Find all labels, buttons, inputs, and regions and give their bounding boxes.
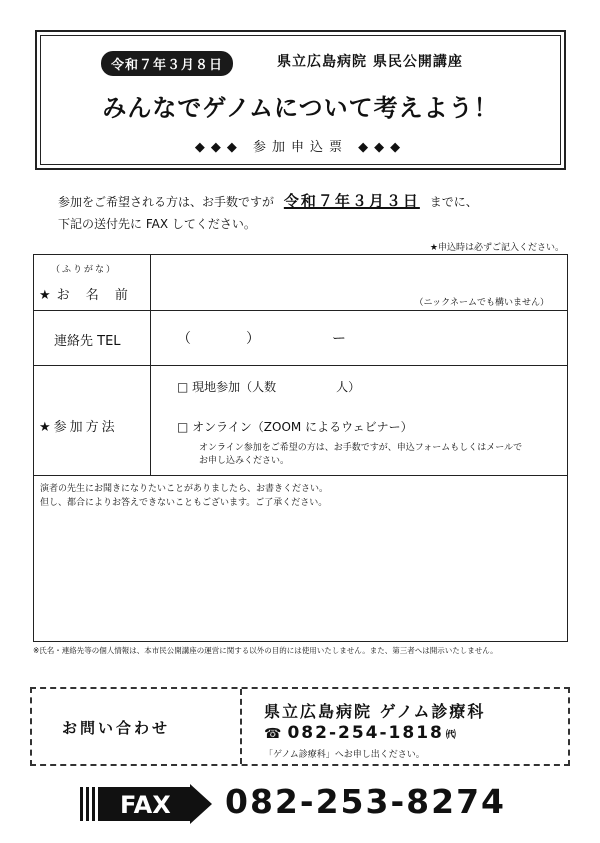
header-inner-border	[40, 35, 561, 165]
fax-stripe-3	[92, 787, 95, 821]
onsite-option-label: □ 現地参加（人数	[177, 380, 277, 394]
questions-line-2: 但し、都合によりお答えできないこともございます。ご了承ください。	[40, 498, 328, 508]
contact-divider	[240, 689, 242, 764]
tel-row	[34, 311, 567, 366]
contact-note: 「ゲノム診療科」へお申し出ください。	[264, 750, 425, 760]
contact-box	[30, 687, 570, 766]
questions-line-1: 演者の先生にお聞きになりたいことがありましたら、お書きください。	[40, 484, 329, 494]
online-option[interactable]: □ オンライン（ZOOM によるウェビナー）	[177, 420, 413, 434]
required-note: ★申込時は必ずご記入ください。	[429, 243, 564, 253]
nickname-note: （ニックネームでも構いません）	[414, 298, 549, 308]
tel-label-cell	[34, 311, 151, 365]
contact-org: 県立広島病院 ゲノム診療科	[264, 702, 486, 721]
deadline-date: 令和７年３月３日	[283, 192, 420, 210]
event-date-badge: 令和７年３月８日	[101, 51, 233, 76]
method-label: ★参加方法	[39, 420, 118, 435]
phone-icon: ☎	[264, 726, 284, 742]
intro-line-2: 下記の送付先に FAX してください。	[58, 217, 256, 231]
application-form	[33, 254, 568, 642]
intro-before: 参加をご希望される方は、お手数ですが	[58, 195, 275, 209]
tel-dash: ー	[332, 331, 346, 347]
fax-stripe-1	[80, 787, 83, 821]
intro-after: までに、	[429, 195, 478, 209]
name-row	[34, 255, 567, 311]
page-title: みんなでゲノムについて考えよう！	[102, 94, 499, 122]
onsite-option[interactable]	[177, 378, 360, 395]
contact-tel-number: 082-254-1818	[287, 723, 444, 743]
fax-stripe-2	[86, 787, 89, 821]
header-box	[35, 30, 566, 170]
intro-text	[58, 190, 478, 235]
online-note-line-2: お申し込みください。	[199, 456, 290, 466]
intro-line-1	[58, 190, 478, 213]
fax-number: 082-253-8274	[225, 782, 507, 821]
method-row	[34, 366, 567, 476]
contact-label: お問い合わせ	[62, 719, 171, 737]
contact-tel	[264, 723, 458, 743]
name-label: ★お 名 前	[39, 288, 134, 303]
contact-tel-suffix: ㈹	[445, 730, 458, 741]
questions-instructions	[40, 482, 328, 510]
tel-label: 連絡先 TEL	[54, 334, 121, 349]
fax-arrow-icon	[80, 784, 212, 824]
online-note	[199, 442, 522, 468]
tel-area-close: ）	[246, 331, 260, 347]
questions-row	[34, 476, 567, 642]
form-subtitle: ◆◆◆ 参加申込票 ◆◆◆	[194, 140, 407, 155]
fax-label: FAX	[120, 791, 171, 819]
name-label-cell	[34, 255, 151, 310]
onsite-persons-unit: 人）	[336, 380, 361, 394]
method-label-cell	[34, 366, 151, 475]
furigana-label: （ふりがな）	[51, 265, 118, 275]
header-org: 県立広島病院 県民公開講座	[277, 54, 463, 70]
online-note-line-1: オンライン参加をご希望の方は、お手数ですが、申込フォームもしくはメールで	[199, 443, 523, 453]
privacy-note: ※氏名・連絡先等の個人情報は、本市民公開講座の運営に関する以外の目的には使用いたしません。また、第三者へは開示いたしません。	[33, 646, 498, 655]
tel-area-open: （	[177, 331, 191, 347]
